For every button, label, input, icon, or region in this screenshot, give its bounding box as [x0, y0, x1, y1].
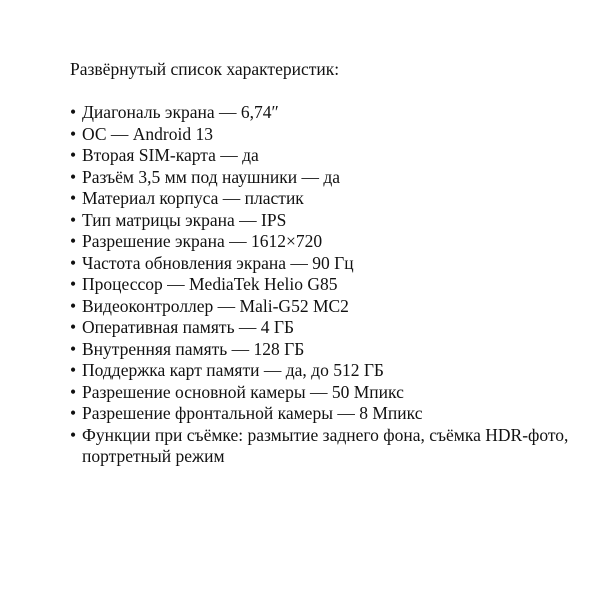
- bullet-icon: •: [70, 381, 77, 402]
- bullet-icon: •: [70, 295, 77, 316]
- list-item: [70, 403, 590, 425]
- spec-list: [70, 102, 590, 468]
- list-item: [70, 188, 590, 210]
- bullet-icon: •: [70, 317, 77, 337]
- spec-text: Процессор — MediaTek Helio G85: [82, 274, 338, 294]
- spec-text: Поддержка карт памяти — да, до 512 ГБ: [82, 360, 384, 380]
- document-body: [70, 59, 590, 468]
- bullet-icon: •: [70, 188, 77, 208]
- bullet-icon: •: [70, 209, 77, 230]
- bullet-icon: •: [70, 360, 77, 380]
- list-item: [70, 231, 590, 253]
- spec-text: Внутренняя память — 128 ГБ: [82, 338, 305, 359]
- list-heading: Развёрнутый список характеристик:: [70, 59, 340, 79]
- spec-text: Тип матрицы экрана — IPS: [82, 209, 287, 230]
- spec-text: Частота обновления экрана — 90 Гц: [82, 252, 354, 273]
- spec-text: Функции при съёмке: размытие заднего фона, съёмка HDR-фото, портретный режим: [82, 424, 569, 466]
- spec-text: Вторая SIM-карта — да: [82, 145, 259, 165]
- spec-text: Оперативная память — 4 ГБ: [82, 317, 295, 337]
- spec-text: Видеоконтроллер — Mali-G52 MC2: [82, 295, 349, 316]
- spec-text: Материал корпуса — пластик: [82, 188, 304, 208]
- spec-text: Разрешение экрана — 1612×720: [82, 231, 323, 251]
- list-item: [70, 360, 590, 382]
- list-item: [70, 102, 590, 124]
- list-item: [70, 274, 590, 296]
- list-item: [70, 296, 590, 318]
- bullet-icon: •: [70, 424, 77, 445]
- bullet-icon: •: [70, 145, 77, 165]
- spec-text: Разрешение фронтальной камеры — 8 Мпикс: [82, 403, 423, 423]
- list-item: [70, 145, 590, 167]
- list-item: [70, 167, 590, 189]
- list-item: [70, 253, 590, 275]
- spec-text: Диагональ экрана — 6,74″: [82, 102, 279, 122]
- spec-text: ОС — Android 13: [82, 123, 213, 144]
- bullet-icon: •: [70, 274, 77, 294]
- list-item: [70, 382, 590, 404]
- bullet-icon: •: [70, 403, 77, 423]
- list-item: [70, 339, 590, 361]
- spec-text: Разъём 3,5 мм под наушники — да: [82, 166, 341, 187]
- bullet-icon: •: [70, 102, 77, 122]
- bullet-icon: •: [70, 252, 77, 273]
- list-item: [70, 425, 590, 468]
- bullet-icon: •: [70, 123, 77, 144]
- list-item: [70, 317, 590, 339]
- bullet-icon: •: [70, 338, 77, 359]
- list-item: [70, 210, 590, 232]
- list-item: [70, 124, 590, 146]
- bullet-icon: •: [70, 231, 77, 251]
- bullet-icon: •: [70, 166, 77, 187]
- spec-text: Разрешение основной камеры — 50 Мпикс: [82, 381, 404, 402]
